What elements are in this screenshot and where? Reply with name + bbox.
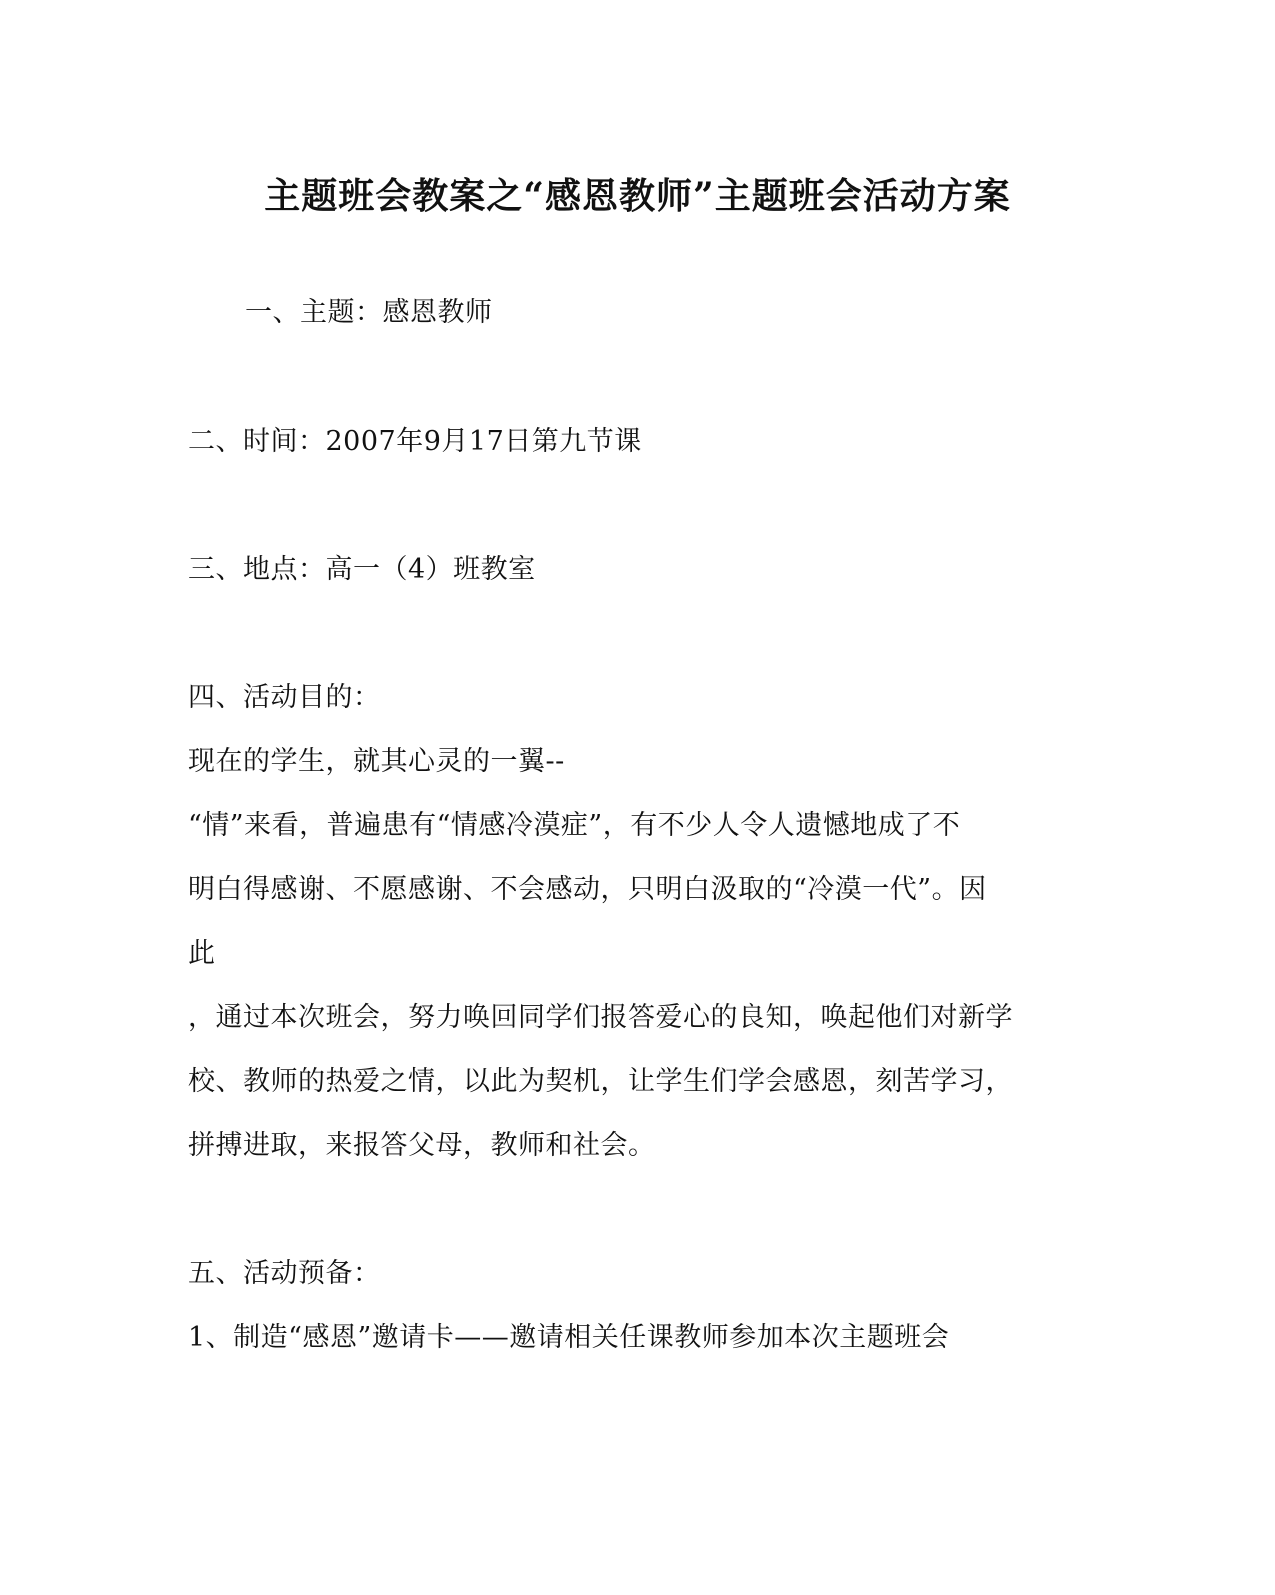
paragraph-line: 校、教师的热爱之情，以此为契机，让学生们学会感恩，刻苦学习，	[188, 1066, 1013, 1097]
section-location: 三、地点：高一（4）班教室	[188, 554, 536, 585]
paragraph-line: “情”来看，普遍患有“情感冷漠症”，有不少人令人遗憾地成了不	[188, 810, 961, 841]
paragraph-line: 明白得感谢、不愿感谢、不会感动，只明白汲取的“冷漠一代”。因	[188, 874, 987, 905]
section-topic: 一、主题：感恩教师	[245, 297, 493, 328]
paragraph-line: 现在的学生，就其心灵的一翼--	[188, 746, 565, 777]
section-preparation-heading: 五、活动预备：	[188, 1258, 381, 1289]
section-purpose-heading: 四、活动目的：	[188, 682, 381, 713]
document-title: 主题班会教案之“感恩教师”主题班会活动方案	[264, 175, 1011, 217]
preparation-item-1: 1、制造“感恩”邀请卡——邀请相关任课教师参加本次主题班会	[188, 1322, 950, 1353]
paragraph-line: 拼搏进取，来报答父母，教师和社会。	[188, 1130, 656, 1161]
section-time: 二、时间：2007年9月17日第九节课	[188, 426, 642, 457]
paragraph-line: ，通过本次班会，努力唤回同学们报答爱心的良知，唤起他们对新学	[188, 1002, 1013, 1033]
paragraph-line: 此	[188, 938, 216, 969]
